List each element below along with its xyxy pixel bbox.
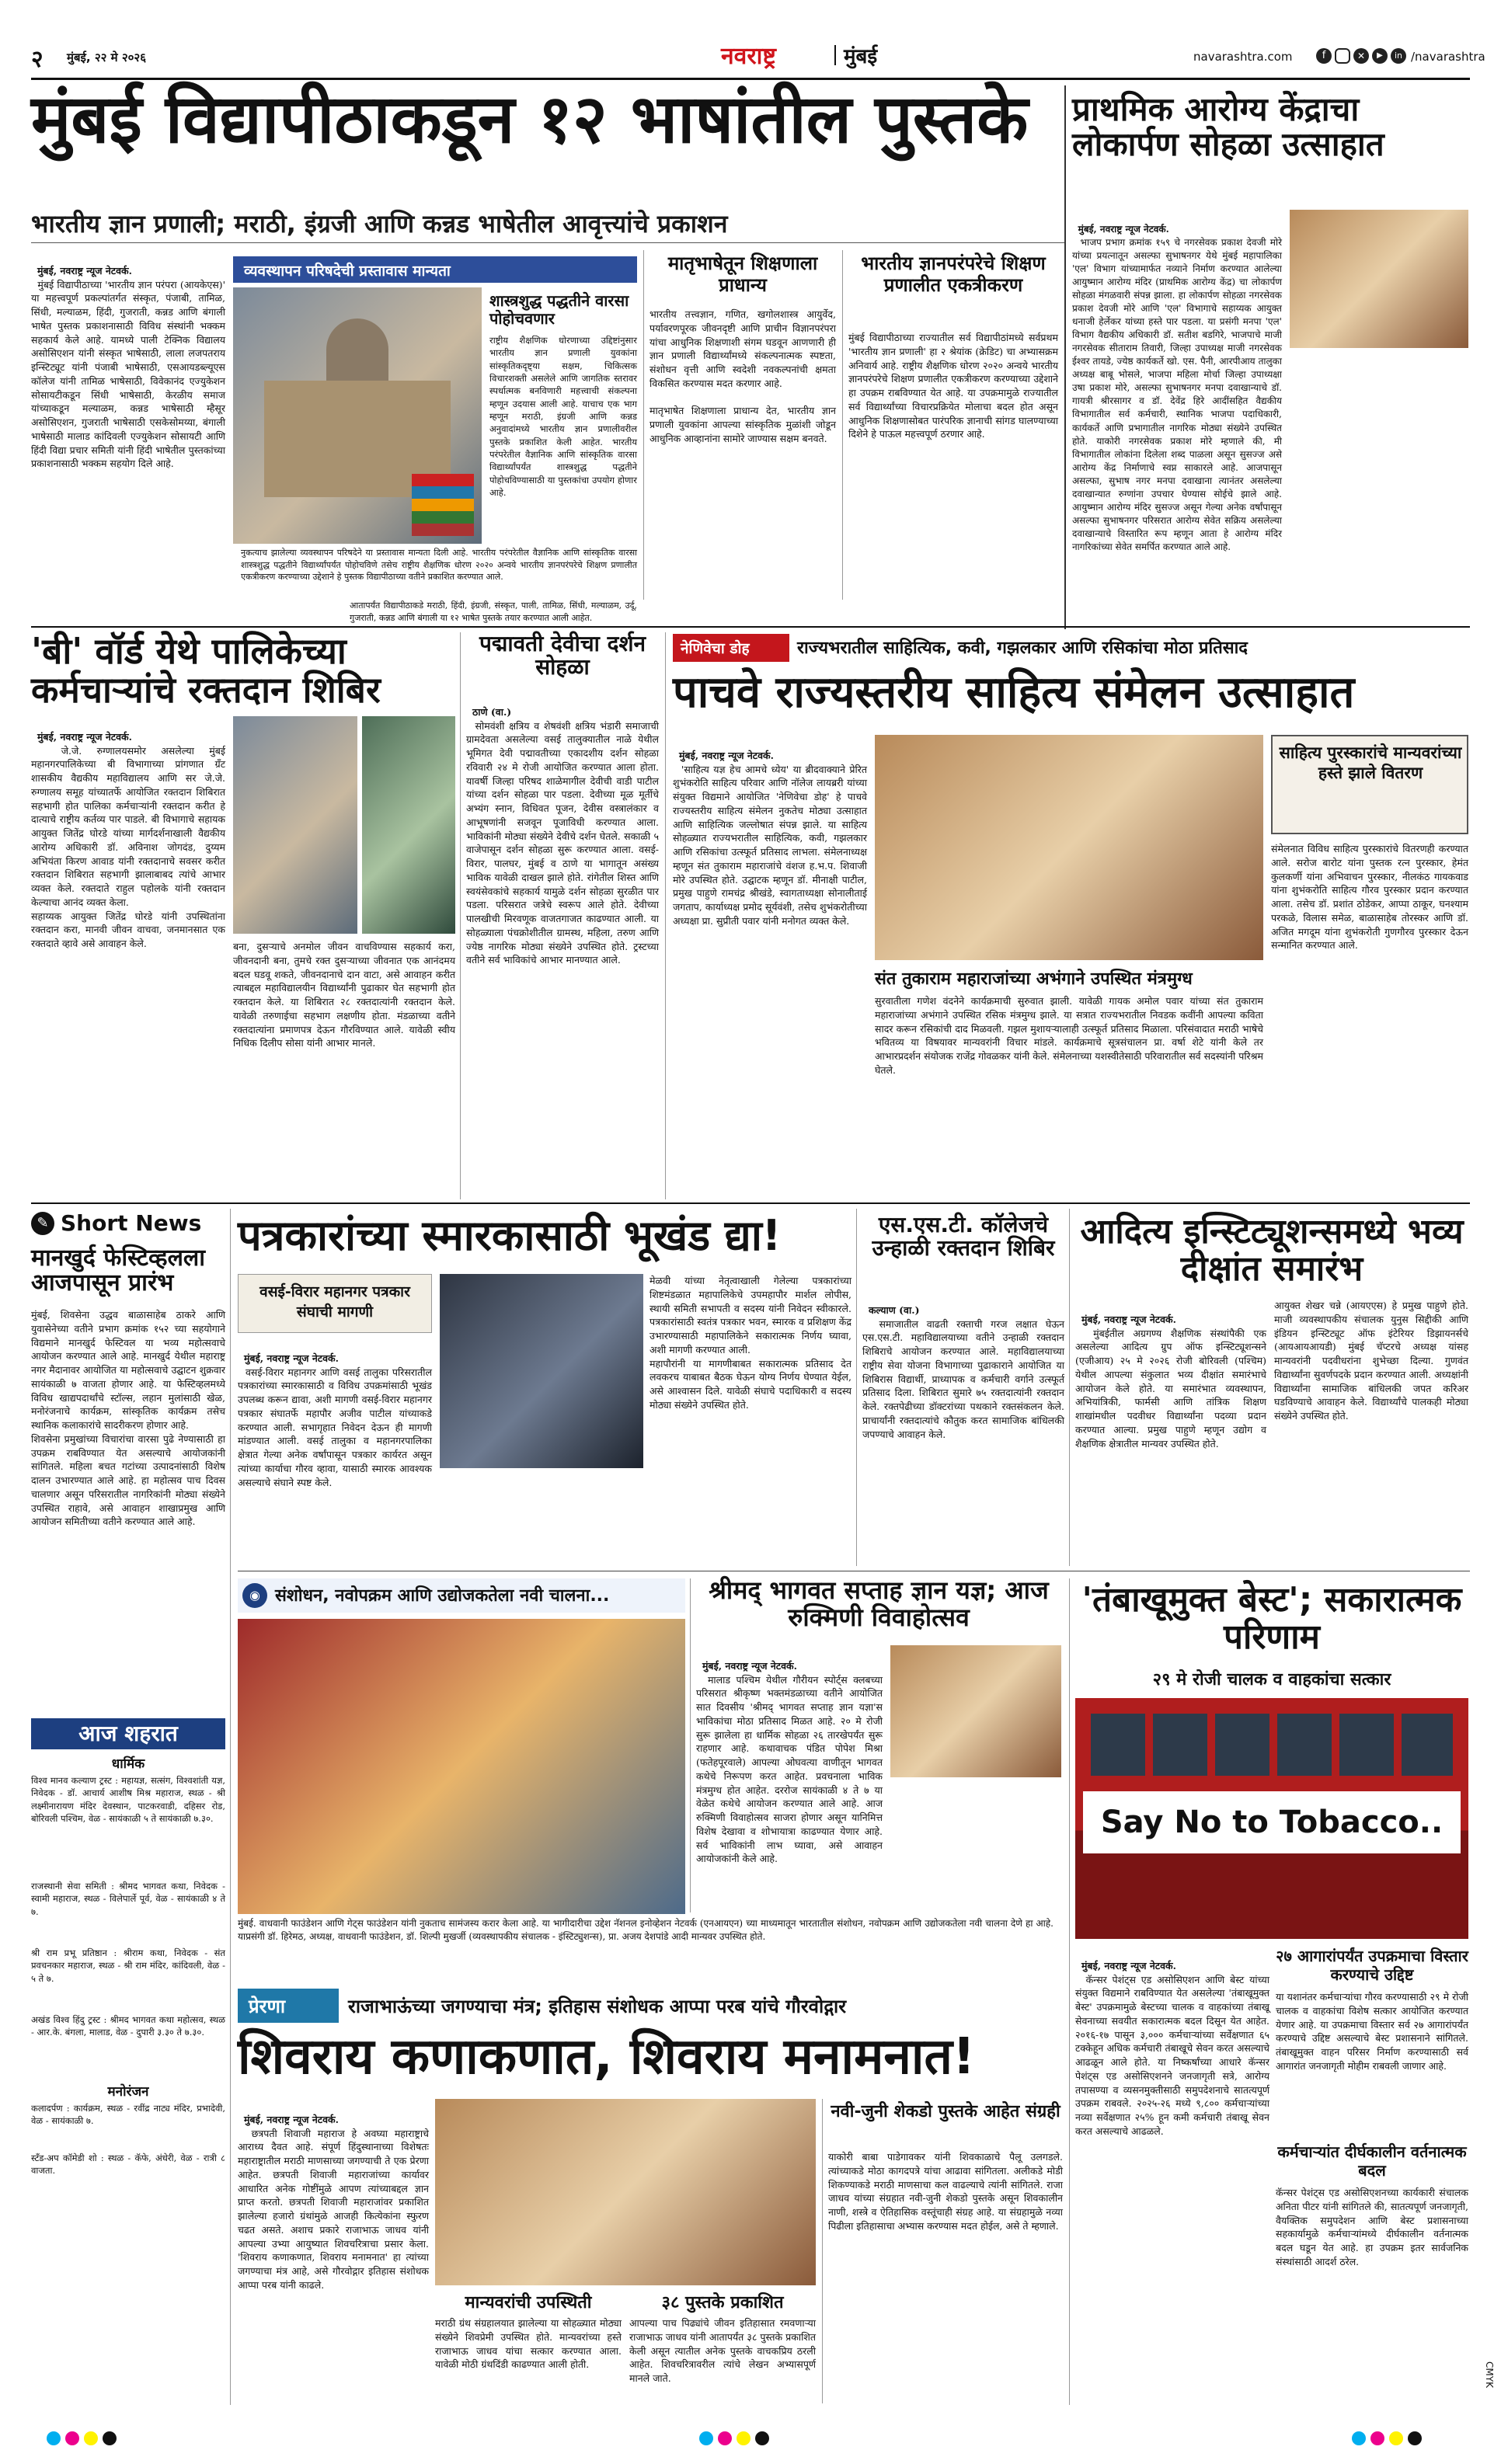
aaj-shahrat-header: आज शहरात — [31, 1718, 225, 1749]
right-column-divider-top — [1064, 85, 1066, 629]
black-dot — [103, 2431, 117, 2445]
books-stack — [412, 474, 474, 536]
prerana-kicker: राजाभाऊंच्या जगण्याचा मंत्र; इतिहास संशोधक आप्पा परब यांचे गौरवोद्गार — [348, 1996, 847, 2017]
health-body — [1072, 210, 1285, 629]
sanshodhan-banner-text: संशोधन, नवोपक्रम आणि उद्योजकतेला नवी चालना... — [275, 1586, 610, 1606]
lead-col4-headline: भारतीय ज्ञानपरंपरेचे शिक्षण प्रणालीत एकत्रीकरण — [861, 252, 1046, 296]
magenta-dot — [65, 2431, 79, 2445]
prerana-guest-body: मराठी ग्रंथ संग्रहालयात झालेल्या या सोहळ्यात मोठ्या संख्येने शिवप्रेमी उपस्थित होते. मान्यवरांच्या हस्ते राजाभाऊ जाधव यांचा सत्कार करण्यात आला. यावेळी मोठी ग्रंथदिंडी काढण्यात आली होती. — [435, 2317, 625, 2371]
edition-name: मुंबई — [844, 45, 878, 68]
tobacco-byline: मुंबई, नवराष्ट्र न्यूज नेटवर्क. — [1081, 1959, 1177, 1972]
lead-col3-headline: मातृभाषेतून शिक्षणाला प्राधान्य — [667, 252, 818, 296]
prerana-divider — [822, 2099, 823, 2403]
prerana-byline: मुंबई, नवराष्ट्र न्यूज नेटवर्क. — [243, 2113, 340, 2125]
short-news-header — [31, 1209, 225, 1238]
yellow-dot — [1389, 2431, 1403, 2445]
sanshodhan-photo — [238, 1619, 685, 1914]
black-dot — [755, 2431, 769, 2445]
lead-body-text: मुंबई विद्यापीठाच्या 'भारतीय ज्ञान परंपरा (आयकेएस)' या महत्त्वपूर्ण प्रकल्पांतर्गत संस्कृत, पंजाबी, तामिळ, सिंधी, मल्याळम, हिंदी, गुजराती, कन्नड आणि बंगाली भाषेत पुस्तक प्रकाशनासाठी विविध संस्थांनी भक्कम सहकार्य केले आहे. यामध्ये पाली टेक्निक विद्यालय असोसिएशन यांनी संस्कृत भाषेसाठी, लाला लजपतराय इन्स्टिट्यूट यांनी पंजाबी भाषेसाठी, एसआयडब्ल्यूएस कॉलेज यांनी तामिळ भाषेसाठी, विवेकानंद एज्युकेशन सोसायटीकडून सिंधी भाषेसाठी, केरळीय समाज यांच्याकडून मल्याळम, कन्नड भाषेसाठी म्हैसूर असोसिएशन, गुजराती भाषेसाठी एसकेसोमय्या, बंगाली भाषेसाठी मालाड कांदिवली एज्युकेशन सोसायटी आणि हिंदी विद्या प्रचार समिती यांनी हिंदी भाषेतील पुस्तकांच्या प्रकाशनासाठी भक्कम सहयोग दिले आहे. — [31, 278, 228, 470]
journalist-body — [238, 1338, 435, 1563]
aaj-shahrat-item: विश्व मानव कल्याण ट्रस्ट : महायज्ञ, सत्संग, विश्वशांती यज्ञ, निवेदक - डॉ. आचार्य आशीष मिश्र महाराज, स्थळ - श्री लक्ष्मीनारायण मंदिर देवस्थान, पाटकरवाडी, दहिसर रोड, बोरिवली पश्चिम, वेळ - सायंकाळी ५ ते सायंकाळी ७.३०. — [31, 1775, 228, 1824]
tobacco-body — [1075, 1945, 1273, 2403]
prerana-photo — [435, 2099, 816, 2285]
blood-donation-photo-2 — [362, 716, 455, 934]
bhagwat-body — [696, 1645, 886, 1909]
bus-sign: Say No to Tobacco.. — [1083, 1791, 1461, 1853]
sahitya-kicker: राज्यभरातील साहित्यिक, कवी, गझलकार आणि रसिकांचा मोठा प्रतिसाद — [797, 639, 1248, 658]
sst-body — [862, 1289, 1067, 1561]
bward-headline: 'बी' वॉर्ड येथे पालिकेच्या कर्मचाऱ्यांचे रक्तदान शिबिर — [31, 630, 381, 711]
camera-icon: ◉ — [242, 1583, 267, 1608]
bward-col2: बना, दुसऱ्याचे अनमोल जीवन वाचविण्यास सहकार्य करा, जीवनदानी बना, तुमचे रक्त दुसऱ्याच्या जीवनात एक आनंदमय बदल घडवू शकते, जीवनदानाचे दान वाटा, असे आवाहन करीत त्याबद्दल महाविद्यालयीन विद्यार्थ्यांनी पुढाकार घेत सहभागी होत रक्तदान केले. या शिबिरात २८ रक्तदात्यांनी रक्तदान केले. यावेळी तरुणाईचा सहभाग लक्षणीय होता. मंडळाच्या वतीने रक्तदात्यांना प्रमाणपत्र देऊन गौरविण्यात आले. यावेळी स्वीय निधिक दिलीप सोसा यांनी आभार मानले. — [233, 941, 458, 1049]
social-handle: /navarashtra — [1411, 50, 1485, 64]
sahitya-col2-body: सुरवातीला गणेश वंदनेने कार्यक्रमाची सुरुवात झाली. यावेळी गायक अमोल पवार यांच्या संत तुकाराम महाराजांच्या अभंगाने उपस्थित रसिक मंत्रमुग्ध झाले. या सत्रात राज्यभरातील निवडक कवींनी आपल्या कविता सादर करून रसिकांची दाद मिळवली. गझल मुशायऱ्यालाही उत्स्फूर्त प्रतिसाद मिळाला. परिसंवादात मराठी भाषेचे भवितव्य या विषयावर मान्यवरांनी विचार मांडले. कार्यक्रमाचे सूत्रसंचालन प्रा. वर्षा शेटे यांनी केले तर आभारप्रदर्शन संयोजक राजेंद्र गोवळकर यांनी केले. संमेलनाच्या यशस्वीतेसाठी परिवारातील सर्व सदस्यांनी परिश्रम घेतले. — [875, 995, 1266, 1076]
bward-body — [31, 716, 225, 1198]
sanshodhan-caption: मुंबई. वाधवानी फाउंडेशन आणि गेट्स फाउंडेशन यांनी नुकताच सामंजस्य करार केला आहे. या भागीदारीचा उद्देश नॅशनल इनोव्हेशन नेटवर्क (एनआयएन) च्या माध्यमातून भारतातील संशोधन, नवोपक्रम आणि उद्योजकतेला नवी चालना देणे हा आहे. याप्रसंगी डॉ. हिरेमठ, अध्यक्ष, वाधवानी फाउंडेशन, डॉ. शिल्पी मुखर्जी (व्यवस्थापकीय संचालक - इंस्टिट्युशन्स), प्रा. अजय देशपांडे आदी मान्यवर उपस्थित होते. — [238, 1918, 1057, 1943]
magenta-dot — [1370, 2431, 1384, 2445]
sahitya-tag: नेणिवेचा डोह — [673, 634, 789, 662]
journalist-body-text: वसई-विरार महानगर आणि वसई तालुका परिसरातील पत्रकारांच्या स्मारकासाठी व विविध उपक्रमांसाठी भूखंड उपलब्ध करून द्यावा, अशी मागणी वसई-विरार महानगर पत्रकार संघातर्फे महापौर अजीव पाटील यांच्याकडे करण्यात आली. सभागृहात निवेदन देऊन ही मागणी मांडण्यात आली. वसई तालुका व महानगरपालिका क्षेत्रात गेल्या अनेक वर्षांपासून पत्रकार कार्यरत असून त्यांच्या कार्याचा गौरव व्हावा, यासाठी स्मारक आवश्यक असल्याचे संघाने स्पष्ट केले. — [238, 1366, 435, 1488]
sst-divider — [1069, 1209, 1070, 1566]
website-link[interactable]: navarashtra.com — [1193, 50, 1293, 64]
padmavati-divider — [665, 632, 666, 1199]
lead-photo-caption: नुकत्याच झालेल्या व्यवस्थापन परिषदेने या प्रस्तावास मान्यता दिली आहे. भारतीय परंपरेतील वैज्ञानिक आणि सांस्कृतिक वारसा शास्त्रशुद्ध पद्धतीने विद्यार्थ्यांपर्यंत पोहोचविणे तसेच राष्ट्रीय शैक्षणिक धोरण २०२० अन्वये भारतीय ज्ञानपरंपरेचे शिक्षण प्रणालीत एकत्रीकरण करण्याच्या उद्देशाने हे पुस्तक विद्यापीठाच्या वतीने प्रकाशित करण्यात आले. — [241, 548, 640, 583]
lead-subhead: भारतीय ज्ञान प्रणाली; मराठी, इंग्रजी आणि कन्नड भाषेतील आवृत्त्यांचे प्रकाशन — [31, 209, 728, 238]
padmavati-body-text: सोमवंशी क्षत्रिय व शेषवंशी क्षत्रिय भंडारी समाजाची ग्रामदेवता असलेल्या वसई तालुक्यातील नाळे येथील भूमिगत देवी पद्मावतीच्या एकादशीय दर्शन सोहळा रविवारी २४ मे रोजी आयोजित करण्यात आला होता. यावर्षी जिल्हा परिषद शाळेमागील देवीची वाडी पाटील यांच्या दर्शन सोहळा पार पडला. देवीच्या मूळ मूर्तीचे अभ्यंग स्नान, विधिवत पूजन, देवीस वस्त्रालंकार व आभूषणांनी सजवून पूजाविधी करण्यात आला. भाविकांनी मोठ्या संख्येने देवीचे दर्शन घेतले. सकाळी ५ वाजेपासून दर्शन सोहळा सुरू करण्यात आला. वसई-विरार, पालघर, मुंबई व ठाणे या भागातून असंख्य भाविक यावेळी दाखल झाले होते. रांगेतील शिस्त आणि स्वयंसेवकांचे सहकार्य यामुळे दर्शन सोहळा सुरळीत पार पडला. परिसरात जत्रेचे स्वरूप आले होते. देवीच्या पालखीची मिरवणूक वाजतगाजत काढण्यात आली. या सोहळ्याला पंचक्रोशीतील ग्रामस्थ, महिला, तरुण आणि ज्येष्ठ नागरिक मोठ्या संख्येने उपस्थित होते. ट्रस्टच्या वतीने सर्व भाविकांचे आभार मानण्यात आले. — [466, 719, 662, 966]
short-news-icon: ✎ — [31, 1212, 54, 1235]
lead-rule — [31, 242, 1064, 243]
journalist-divider — [856, 1209, 857, 1566]
lead-mid-body: राष्ट्रीय शैक्षणिक धोरणाच्या उद्दिष्टांनुसार भारतीय ज्ञान प्रणाली युवकांना सांस्कृतिकदृष्ट्या सक्षम, चिकित्सक विचारशक्ती असलेले आणि जागतिक स्तरावर स्पर्धात्मक बनविणारी महत्त्वाची संकल्पना म्हणून उदयास आली आहे. याचाच एक भाग म्हणून मराठी, इंग्रजी आणि कन्नड अनुवादांमध्ये भारतीय ज्ञान प्रणालीवरील पुस्तके प्रकाशित केली आहेत. भारतीय परंपरेतील वैज्ञानिक आणि सांस्कृतिक वारसा विद्यार्थ्यांपर्यंत शास्त्रशुद्ध पद्धतीने पोहोचविण्यासाठी या पुस्तकांचा उपयोग होणार आहे. — [489, 335, 640, 498]
instagram-icon[interactable] — [1335, 48, 1350, 64]
sahitya-headline: पाचवे राज्यस्तरीय साहित्य संमेलन उत्साहात — [673, 667, 1355, 718]
registration-marks-center — [699, 2430, 792, 2447]
sanshodhan-divider — [690, 1578, 691, 1912]
aaj-shahrat-item: स्टँड-अप कॉमेडी शो : स्थळ - कॅफे, अंधेरी, वेळ - रात्री ८ वाजता. — [31, 2153, 228, 2177]
masthead-date: मुंबई, २२ मे २०२६ — [67, 50, 147, 64]
cmyk-code: CMYK — [1484, 2361, 1495, 2388]
lead-headline: मुंबई विद्यापीठाकडून १२ भाषांतील पुस्तके — [31, 81, 1029, 158]
page-number: २ — [31, 46, 44, 73]
aaj-shahrat-item: अखंड विश्व हिंदु ट्रस्ट : श्रीमद भागवत कथा महोत्सव, स्थळ - आर.के. बंगला, मालाड, वेळ - दुपारी ३.३० ते ७.३०. — [31, 2014, 228, 2038]
linkedin-icon[interactable]: in — [1391, 48, 1406, 64]
lead-mid-headline: शास्त्रशुद्ध पद्धतीने वारसा पोहोचवणार — [489, 291, 629, 328]
journalist-headline: पत्रकारांच्या स्मारकासाठी भूखंड द्या! — [238, 1211, 782, 1260]
tobacco-col2-body-2: कॅन्सर पेशंट्स एड असोसिएशनच्या कार्यकारी संचालक अनिता पीटर यांनी सांगितले की, सातत्यपूर्ण जनजागृती, वैयक्तिक समुपदेशन आणि बेस्ट प्रशासनाच्या सहकार्यामुळे कर्मचाऱ्यांमध्ये दीर्घकालीन वर्तनात्मक बदल घडून येत आहे. हा उपक्रम इतर सार्वजनिक संस्थांसाठी आदर्श ठरेल. — [1276, 2187, 1471, 2267]
blood-donation-photo-1 — [233, 716, 357, 934]
padmavati-headline: पद्मावती देवीचा दर्शन सोहळा — [479, 631, 646, 680]
social-icons — [1316, 48, 1409, 65]
section-rule-1 — [31, 626, 1470, 628]
prerana-old-body: याकोरी बाबा पाडेगावकर यांनी शिवकाळाचे पैलू उलगडले. त्यांच्याकडे मोठा कागदपत्रे यांचा आढावा सांगितला. अलीकडे मोडी शिकण्याकडे मराठी माणसाचा कल वाढल्याचे त्यांनी सांगितले. राजा जाधव यांच्या संग्रहात नवी-जुनी शेकडो पुस्तके असून शिवकालीन नाणी, शस्त्रे व ऐतिहासिक वस्तूंचाही संग्रह आहे. या संग्रहामुळे नव्या पिढीला इतिहासाचा अभ्यास करण्यास मदत होईल, असे ते म्हणाले. — [828, 2151, 1066, 2232]
cyan-dot — [47, 2431, 61, 2445]
youtube-icon[interactable]: ▶ — [1372, 48, 1388, 64]
tobacco-col2-headline-2: कर्मचाऱ्यांत दीर्घकालीन वर्तनात्मक बदल — [1277, 2142, 1467, 2180]
lead-photo-caption-2: आतापर्यंत विद्यापीठाकडे मराठी, हिंदी, इंग्रजी, संस्कृत, पाली, तामिळ, सिंधी, मल्याळम, उर्दू, गुजराती, कन्नड आणि बंगाली या १२ भाषेत पुस्तके तयार करण्यात आली आहेत. — [350, 600, 640, 623]
aaj-shahrat-manoranjan-heading: मनोरंजन — [107, 2084, 149, 2100]
bhagwat-divider — [1069, 1578, 1070, 2405]
padmavati-body — [466, 691, 662, 1196]
registration-marks-left — [47, 2430, 140, 2447]
lead-banner: व्यवस्थापन परिषदेची प्रस्तावास मान्यता — [233, 256, 637, 283]
aditya-headline: आदित्य इन्स्टिट्यूशन्समध्ये भव्य दीक्षांत समारंभ — [1080, 1212, 1464, 1289]
health-ribbon-photo — [1290, 210, 1468, 348]
tobacco-col2-body: या यशानंतर कर्मचाऱ्यांचा गौरव करण्यासाठी २९ मे रोजी चालक व वाहकांचा विशेष सत्कार आयोजित करण्यात येणार आहे. या उपक्रमाचा विस्तार सर्व २७ आगारांपर्यंत करण्याचे उद्दिष्ट असल्याचे बेस्ट प्रशासनाने सांगितले. तंबाखूमुक्त वाहन परिसर निर्माण करण्यासाठी सर्व आगारांत जनजागृती मोहीम राबवली जाणार आहे. — [1276, 1991, 1471, 2072]
sahitya-col2-headline: संत तुकाराम महाराजांच्या अभंगाने उपस्थित मंत्रमुग्ध — [875, 969, 1193, 989]
short-news-body: मुंबई, शिवसेना उद्धव बाळासाहेब ठाकरे आणि युवासेनेच्या वतीने प्रभाग क्रमांक १५२ च्या सहयोगाने विद्यमाने मानखुर्द फेस्टिवल या भव्य महोत्सवाचे आयोजन करण्यात आले आहे. मानखुर्द येथील महाराष्ट्र नगर मैदानावर आयोजित या महोत्सवाचे उद्घाटन शुक्रवार सायंकाळी ७ वाजता होणार आहे. या फेस्टिव्हलमध्ये विविध खाद्यपदार्थांचे स्टॉल्स, लहान मुलांसाठी खेळ, मनोरंजनाचे कार्यक्रम, सांस्कृतिक कार्यक्रम तसेच स्थानिक कलाकारांचे सादरीकरण होणार आहे. शिवसेना प्रमुखांच्या विचारांचा वारसा पुढे नेण्यासाठी हा उपक्रम राबविण्यात येत असल्याचे आयोजकांनी सांगितले. महिला बचत गटांच्या उत्पादनांसाठी विशेष दालन उभारण्यात आले आहे. हा महोत्सव पाच दिवस चालणार असून परिसरातील नागरिकांनी मोठ्या संख्येने उपस्थित राहावे, असे आवाहन शाखाप्रमुख आणि आयोजन समितीच्या वतीने करण्यात आले आहे. — [31, 1309, 225, 1528]
prerana-guest-headline: मान्यवरांची उपस्थिती — [465, 2293, 592, 2313]
aaj-shahrat-item: श्री राम प्रभू प्रतिष्ठान : श्रीराम कथा, निवेदक - संत प्रवचनकार महाराज, स्थळ - श्री राम मंदिर, कांदिवली, वेळ - ५ ते ७. — [31, 1947, 228, 1984]
cyan-dot — [1352, 2431, 1366, 2445]
tobacco-headline: 'तंबाखूमुक्त बेस्ट'; सकारात्मक परिणाम — [1081, 1580, 1462, 1657]
sst-body-text: समाजातील वाढती रक्ताची गरज लक्षात घेऊन एस.एस.टी. महाविद्यालयाच्या वतीने उन्हाळी रक्तदान शिबिराचे आयोजन करण्यात आले. महाविद्यालयाच्या राष्ट्रीय सेवा योजना विभागाच्या पुढाकाराने आयोजित या शिबिरास विद्यार्थी, प्राध्यापक व कर्मचारी वर्गाने उत्स्फूर्त प्रतिसाद दिला. शिबिरात सुमारे ७५ रक्तदात्यांनी रक्तदान केले. रक्तपेढीच्या डॉक्टरांच्या पथकाने रक्तसंकलन केले. प्राचार्यांनी रक्तदात्यांचे कौतुक करत सामाजिक बांधिलकी जपण्याचे आवाहन केले. — [862, 1317, 1067, 1440]
health-headline: प्राथमिक आरोग्य केंद्राचा लोकार्पण सोहळा उत्साहात — [1072, 90, 1384, 164]
prerana-old-headline: नवी-जुनी शेकडो पुस्तके आहेत संग्रही — [831, 2102, 1060, 2121]
lead-divider-2 — [842, 250, 843, 600]
prerana-books-headline: ३८ पुस्तके प्रकाशित — [661, 2293, 784, 2313]
facebook-icon[interactable]: f — [1316, 48, 1332, 64]
health-byline: मुंबई, नवराष्ट्र न्यूज नेटवर्क. — [1078, 224, 1169, 235]
padmavati-byline: ठाणे (वा.) — [472, 705, 512, 718]
sahitya-body — [673, 735, 870, 1201]
bhagwat-byline: मुंबई, नवराष्ट्र न्यूज नेटवर्क. — [702, 1659, 798, 1672]
bward-divider — [460, 632, 461, 1199]
tobacco-col2-headline: २७ आगारांपर्यंत उपक्रमाचा विस्तार करण्याचे उद्दिष्ट — [1276, 1947, 1468, 1984]
tobacco-body-text: कॅन्सर पेशंट्स एड असोसिएशन आणि बेस्ट यांच्या संयुक्त विद्यमाने राबविण्यात येत असलेल्या 'तंबाखूमुक्त बेस्ट' उपक्रमामुळे बेस्टच्या चालक व वाहकांच्या तंबाखू सेवनाच्या सवयीत सकारात्मक बदल दिसून येत आहेत. २०१६-१७ पासून ३,००० कर्मचाऱ्यांच्या सर्वेक्षणात ६५ टक्केहून अधिक कर्मचारी तंबाखूचे सेवन करत असल्याचे आढळून आले होते. या निष्कर्षांच्या आधारे कॅन्सर पेशंट्स एड असोसिएशनने जनजागृती सत्रे, आरोग्य तपासण्या व व्यसनमुक्तीसाठी समुपदेशनाचे सातत्यपूर्ण उपक्रम राबवले. २०२५-२६ मध्ये ९,८०० कर्मचाऱ्यांच्या नव्या सर्वेक्षणात २५% हून कमी कर्मचारी तंबाखू सेवन करत असल्याचे आढळले. — [1075, 1973, 1273, 2137]
prerana-body-text: छत्रपती शिवाजी महाराज हे अवघ्या महाराष्ट्राचे आराध्य दैवत आहे. संपूर्ण हिंदुस्थानाच्या विशेषतः महाराष्ट्रातील मराठी माणसाच्या जगण्याची ते एक प्रेरणा आहेत. छत्रपती शिवाजी महाराजांच्या कार्यावर आधारित अनेक गोष्टींमुळे आपण त्यांच्याबद्दल ज्ञान प्राप्त करतो. छत्रपती शिवाजी महाराजांवर प्रकाशित झालेल्या हजारो ग्रंथांमुळे आजही कित्येकांना स्फुरण चढत असते. अशाच प्रकारे राजाभाऊ जाधव यांनी आपल्या उभ्या आयुष्यात शिवचरित्राचा प्रसार केला. 'शिवराय कणाकणात, शिवराय मनामनात' हा त्यांच्या जगण्याचा मंत्र आहे, असे गौरवोद्गार इतिहास संशोधक आप्पा परब यांनी काढले. — [238, 2127, 432, 2291]
bhagwat-headline: श्रीमद् भागवत सप्ताह ज्ञान यज्ञ; आज रुक्मिणी विवाहोत्सव — [709, 1575, 1049, 1632]
aditya-col2: आयुक्त शेखर चन्ने (आयएएस) हे प्रमुख पाहुणे होते. माजी व्यवस्थापकीय संचालक युनुस सिद्दीकी आणि इंडियन इन्स्टिट्यूट ऑफ इंटेरियर डिझायनर्सचे (आयआयआयडी) मुंबई चॅप्टरचे अध्यक्ष यांसह मान्यवरांनी पदवीधरांना शुभेच्छा दिल्या. गुणवंत विद्यार्थ्यांना सुवर्णपदके प्रदान करण्यात आली. अध्यक्षांनी विद्यार्थ्यांना सामाजिक बांधिलकी जपत करिअर घडविण्याचे आवाहन केले. विद्यार्थ्यांचे पालकही मोठ्या संख्येने उपस्थित होते. — [1274, 1300, 1471, 1422]
lead-col4-body: मुंबई विद्यापीठाच्या राज्यातील सर्व विद्यापीठांमध्ये सर्वप्रथम 'भारतीय ज्ञान प्रणाली' हा २ श्रेयांक (क्रेडिट) चा अभ्यासक्रम अनिवार्य आहे. राष्ट्रीय शैक्षणिक धोरण २०२० अन्वये भारतीय ज्ञानपरंपरेचे शिक्षण प्रणालीत एकत्रीकरण करण्याच्या उद्देशाने हा उपक्रम राबविण्यात येत आहे. या उपक्रमामुळे राज्यातील सर्व विद्यार्थ्यांच्या विचारप्रक्रियेत मोलाचा बदल होत असून आधुनिक शिक्षणासोबत पारंपरिक ज्ञानाची सांगड घालण्याच्या दिशेने हे पाऊल महत्त्वपूर्ण ठरणार आहे. — [848, 332, 1061, 440]
cyan-dot — [699, 2431, 713, 2445]
sanshodhan-banner — [238, 1578, 685, 1613]
building-dome — [326, 318, 388, 381]
lead-byline: मुंबई, नवराष्ट्र न्यूज नेटवर्क. — [37, 264, 133, 277]
short-news-title: Short News — [61, 1210, 202, 1236]
sst-headline: एस.एस.टी. कॉलेजचे उन्हाळी रक्तदान शिबिर — [872, 1212, 1055, 1262]
aaj-shahrat-item: कलादर्पण : कार्यक्रम, स्थळ - रवींद्र नाट्य मंदिर, प्रभादेवी, वेळ - सायंकाळी ७. — [31, 2103, 228, 2127]
health-body-text: भाजप प्रभाग क्रमांक १५९ चे नगरसेवक प्रकाश देवजी मोरे यांच्या प्रयत्नातून असल्फा सुभाषनगर येथे मुंबई महापालिका 'एल' विभाग यांच्यामार्फत नव्याने निर्माण करण्यात आलेल्या आयुष्मान आरोग्य मंदिर (प्राथमिक आरोग्य केंद्र) चा लोकार्पण सोहळा मंगळवारी संपन्न झाला. हा लोकार्पण सोहळा नगरसेवक प्रकाश देवजी मोरे आणि 'एल' विभागाचे सहाय्यक आयुक्त धनाजी हेर्लेकर यांच्या हस्ते पार पडला. या प्रसंगी मनपा 'एल' विभाग वैद्यकीय अधिकारी डॉ. सतीश बडगिरे, भाजपाचे माजी नगरसेवक सीताराम तिवारी, जिल्हा उपाध्यक्ष माजी नगरसेवक ईश्वर तायडे, ज्येष्ठ कार्यकर्ते खो. एस. पैनी, आरपीआय तालुका अध्यक्ष बाबू भोसले, भाजपा महिला मोर्चा जिल्हा उपाध्यक्षा उषा प्रकाश मोरे, असल्फा सुभाषनगर मनपा दवाखान्याचे डॉ. गायत्री श्रीरसागर व डॉ. देवेंद्र हिरे आदींसहित वैद्यकीय विभागातील सर्व कर्मचारी, स्थानिक भाजपा पदाधिकारी, कार्यकर्ते आणि प्रभागातील नागरिक मोठ्या संख्येने उपस्थित होते. याकोरी नगरसेवक प्रकाश मोरे म्हणाले की, मी विभागातील लोकांना दिलेला शब्द पाळला असून सुसज्ज असे आरोग्य केंद्र निर्माणाचे स्वप्न साकारले आहे. आजपासून असल्फा, सुभाष नगर मनपा दवाखाना त्यानंतर असलेल्या दवाखान्यात रुग्णांना उपचार घेण्यास सोईचे झाले आहे. आयुष्मान आरोग्य मंदिर सुसज्ज असून गेल्या अनेक वर्षांपासून असल्फा सुभाषनगर परिसरात आरोग्य सेवेत सक्रिय असलेल्या दवाखान्याचे विस्तारित रूप म्हणून आता हे आरोग्य मंदिर नागरिकांच्या सेवेत समर्पित करण्यात आले आहे. — [1072, 237, 1285, 552]
university-building-photo — [233, 287, 482, 544]
best-bus-photo — [1075, 1698, 1468, 1939]
lead-divider-1 — [643, 250, 644, 600]
yellow-dot — [737, 2431, 750, 2445]
left-sidebar-divider — [230, 1209, 231, 2405]
prerana-books-body: आपल्या पाच पिढ्यांचे जीवन इतिहासात रमवणाऱ्या राजाभाऊ जाधव यांनी आतापर्यंत ३८ पुस्तके प्रकाशित केली असून त्यातील अनेक पुस्तके वाचकप्रिय ठरली आहेत. शिवचरित्रावरील त्यांचे लेखन अभ्यासपूर्ण मानले जाते. — [629, 2317, 819, 2384]
aditya-body-text: मुंबईतील अग्रगण्य शैक्षणिक संस्थांपैकी एक असलेल्या आदित्य ग्रुप ऑफ इन्स्टिट्यूशन्सने (एजीआय) २५ मे २०२६ रोजी बोरिवली (पश्चिम) येथील आपल्या संकुलात भव्य दीक्षांत समारंभाचे आयोजन केले होते. या समारंभात व्यवस्थापन, अभियांत्रिकी, फार्मसी आणि तांत्रिक शिक्षण शाखांमधील पदवीधर विद्यार्थ्यांना पदव्या प्रदान करण्यात आल्या. प्रमुख पाहुणे म्हणून उद्योग व शैक्षणिक क्षेत्रातील मान्यवर उपस्थित होते. — [1075, 1327, 1269, 1450]
lead-col3-body: भारतीय तत्त्वज्ञान, गणित, खगोलशास्त्र आयुर्वेद, पर्यावरणपूरक जीवनदृष्टी आणि प्राचीन विज्ञानपरंपरा यांचा आधुनिक शिक्षणाशी संगम घडवून आणणारी ही ज्ञान प्रणाली विद्यार्थ्यांमध्ये संकल्पनात्मक स्पष्टता, संशोधन वृत्ती आणि स्वदेशी नवकल्पनांची क्षमता विकसित करण्यास मदत करणार आहे. मातृभाषेत शिक्षणाला प्राधान्य देत, भारतीय ज्ञान प्रणाली युवकांना आपल्या सांस्कृतिक मुळांशी जोडून आधुनिक आव्हानांना सामोरे जाण्यास सक्षम बनवते. — [650, 308, 836, 444]
prerana-headline: शिवराय कणाकणात, शिवराय मनामनात! — [238, 2028, 976, 2086]
bhagwat-body-text: मालाड पश्चिम येथील गौरीयन स्पोर्ट्स क्लबच्या परिसरात श्रीकृष्ण भक्तमंडळाच्या वतीने आयोजित सात दिवसीय 'श्रीमद् भागवत सप्ताह ज्ञान यज्ञा'स भाविकांचा मोठा प्रतिसाद मिळत आहे. २० मे रोजी सुरू झालेला हा धार्मिक सोहळा २६ तारखेपर्यंत सुरू राहणार आहे. कथावाचक पंडित पोपेश मिश्रा (फतेहपूरवाले) आपल्या ओघवत्या वाणीतून भागवत कथेचे निरूपण करत आहेत. प्रवचनाला भाविक मंत्रमुग्ध होत आहेत. दररोज सायंकाळी ४ ते ७ या वेळेत कथेचे आयोजन करण्यात आले आहे. आज रुक्मिणी विवाहोत्सव साजरा होणार असून यानिमित्त विशेष देखावा व शोभायात्रा काढण्यात येणार आहे. सर्व भाविकांनी लाभ घ्यावा, असे आवाहन आयोजकांनी केले आहे. — [696, 1673, 886, 1865]
aaj-shahrat-dharmik-heading: धार्मिक — [111, 1756, 145, 1772]
tobacco-sub: २९ मे रोजी चालक व वाहकांचा सत्कार — [1152, 1670, 1391, 1690]
sahitya-award-headline: साहित्य पुरस्कारांचे मान्यवरांच्या हस्ते झाले वितरण — [1279, 743, 1462, 783]
magenta-dot — [718, 2431, 732, 2445]
section-rule-2 — [31, 1202, 1470, 1204]
journalist-byline: मुंबई, नवराष्ट्र न्यूज नेटवर्क. — [243, 1352, 340, 1364]
yellow-dot — [84, 2431, 98, 2445]
prerana-tag: प्रेरणा — [238, 1989, 339, 2023]
sahitya-award-body: संमेलनात विविध साहित्य पुरस्कारांचे वितरणही करण्यात आले. सरोज बारोट यांना पुस्तक रत्न पुरस्कार, हेमंत कुलकर्णी यांना अभिवाचन पुरस्कार, नीलकंठ गायकवाड यांना शुभंकरोति साहित्य गौरव पुरस्कार प्रदान करण्यात आला. तसेच डॉ. प्रशांत ठोडेकर, आप्पा ठाकूर, घनश्याम परकळे, विलास समेळ, बाळासाहेब तोरस्कर आणि डॉ. अजित मगदूम यांना शुभंकरोती गुणगौरव पुरस्कार देऊन सन्मानित करण्यात आले. — [1271, 843, 1471, 952]
sahitya-stage-photo — [875, 735, 1263, 960]
navarashtra-logo: नवराष्ट्र — [721, 43, 776, 70]
bward-body-text: जे.जे. रुग्णालयसमोर असलेल्या मुंबई महानगरपालिकेच्या बी विभागाच्या प्रांगणात ग्रँट शासकीय वैद्यकीय महाविद्यालय आणि सर जे.जे. रुग्णालय समूह यांच्यातर्फे आयोजित रक्तदान शिबिरात सहभागी होत पालिका कर्मचाऱ्यांनी रक्तदान करीत हे दात्याचे राष्ट्रीय कर्तव्य पार पाडले. बी विभागाचे सहायक आयुक्त जितेंद्र घोरडे यांच्या मार्गदर्शनाखाली वैद्यकीय आरोग्य अधिकारी डॉ. अविनाश जोगदंड, दुय्यम अभियंता किरण आवाड यांनी रक्तदानाचे सवसर करीत रक्तदान शिबिरात सहभागी झालाबाबद त्यांचे आभार व्यक्त केले. रक्तदाते राहुल पहोलके यांनी रक्तदान केल्याचा आनंद व्यक्त केला. सहाय्यक आयुक्त जितेंद्र घोरडे यांनी उपस्थितांना रक्तदान करा, मानवी जीवन वाचवा, जनमानसात एक रक्तदाते व्हावे असे आवाहन केले. — [31, 744, 226, 949]
sahitya-body-text: 'साहित्य यज्ञ हेच आमचे ध्येय' या ब्रीदवाक्याने प्रेरित शुभंकरोति साहित्य परिवार आणि नॉलेज लायब्ररी यांच्या संयुक्त विद्यमाने आयोजित 'नेणिवेचा डोह' हे पाचवे राज्यस्तरीय साहित्य संमेलन नुकतेच मोठ्या उत्साहात आणि साहित्यिक जल्लोषात संपन्न झाले. या साहित्य सोहळ्यात राज्यभरातील साहित्यिक, कवी, गझलकार आणि रसिकांचा उत्स्फूर्त प्रतिसाद लाभला. संमेलनाध्यक्ष म्हणून संत तुकाराम महाराजांचे वंशज ह.भ.प. शिवाजी मोरे उपस्थित होते. उद्घाटक म्हणून डॉ. मीनाक्षी पाटील, प्रमुख पाहुणे रामचंद्र श्रीखंडे, स्वागताध्यक्षा सोनालीताई जगताप, कार्याध्यक्ष प्रमोद सूर्यवंशी, तसेच शुभंकरोतीच्या अध्यक्षा प्रा. सुप्रीती पवार यांनी मनोगत व्यक्त केले. — [673, 763, 870, 927]
bhagwat-photo — [890, 1645, 1061, 1777]
aditya-byline: मुंबई, नवराष्ट्र न्यूज नेटवर्क. — [1081, 1313, 1177, 1325]
bward-byline: मुंबई, नवराष्ट्र न्यूज नेटवर्क. — [37, 730, 133, 743]
sahitya-byline: मुंबई, नवराष्ट्र न्यूज नेटवर्क. — [678, 749, 775, 761]
short-news-headline: मानखुर्द फेस्टिव्हलला आजपासून प्रारंभ — [31, 1244, 206, 1297]
aaj-shahrat-item: राजस्थानी सेवा समिती : श्रीमद भागवत कथा, निवेदक - स्वामी महाराज, स्थळ - विलेपार्ले पूर्व, वेळ - सायंकाळी ४ ते ७. — [31, 1881, 228, 1917]
journalist-photo — [440, 1274, 643, 1468]
prerana-body — [238, 2099, 432, 2403]
sst-byline: कल्याण (वा.) — [868, 1303, 920, 1316]
x-icon[interactable]: ✕ — [1353, 48, 1369, 64]
masthead-rule — [31, 78, 1470, 80]
black-dot — [1408, 2431, 1422, 2445]
journalist-sub: वसई-विरार महानगर पत्रकार संघाची मागणी — [238, 1274, 432, 1333]
aditya-body — [1075, 1299, 1269, 1563]
lead-body — [31, 250, 228, 576]
masthead — [31, 37, 1485, 75]
sahitya-award-box — [1271, 735, 1468, 834]
journalist-col2: मेळवी यांच्या नेतृत्वाखाली गेलेल्या पत्रकारांच्या शिष्टमंडळात महापालिकेचे उपमहापौर मार्शल लोपीस, स्थायी समिती सभापती व सदस्य यांनी निवेदन स्वीकारले. पत्रकारांसाठी स्वतंत्र पत्रकार भवन, स्मारक व प्रशिक्षण केंद्र उभारण्यासाठी महापालिकेने सकारात्मक निर्णय घ्यावा, अशी मागणी करण्यात आली. महापौरांनी या मागणीबाबत सकारात्मक प्रतिसाद देत लवकरच याबाबत बैठक घेऊन योग्य निर्णय घेण्यात येईल, असे आश्वासन दिले. यावेळी संघाचे पदाधिकारी व सदस्य मोठ्या संख्येने उपस्थित होते. — [650, 1275, 851, 1411]
registration-marks-right — [1352, 2430, 1445, 2447]
bus-windows — [1091, 1714, 1453, 1776]
logo-divider — [834, 45, 836, 65]
